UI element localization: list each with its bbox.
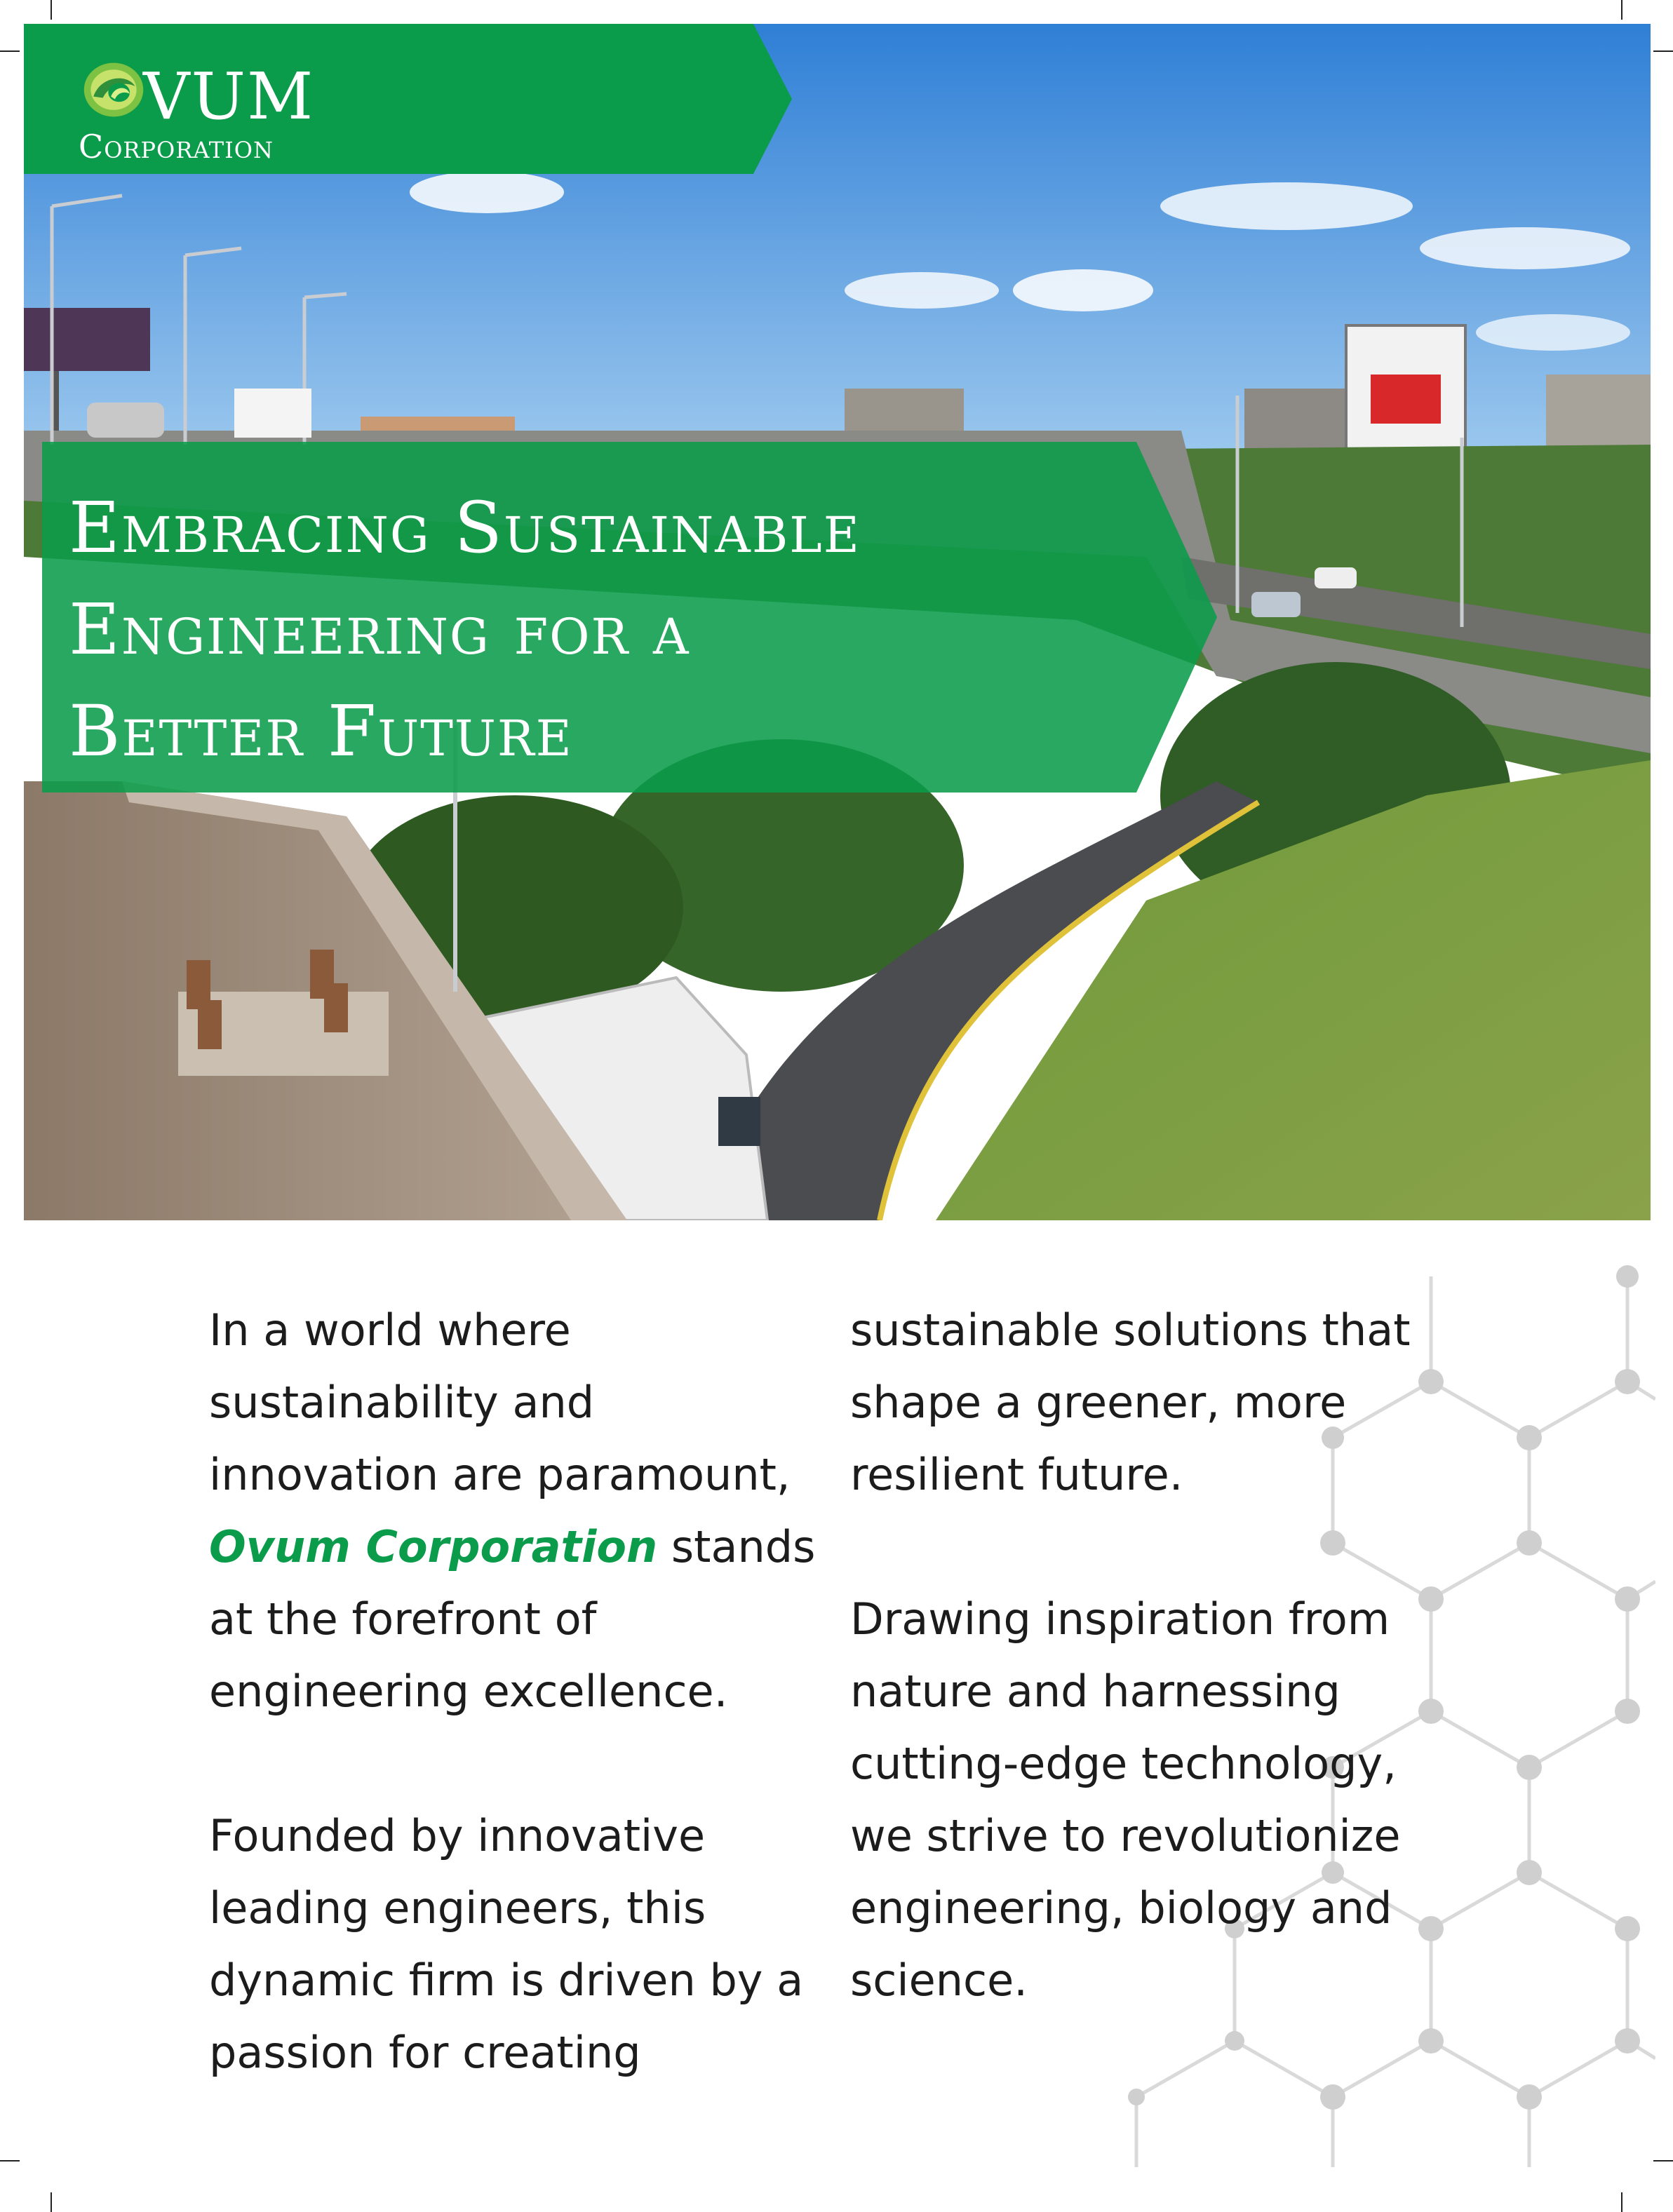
text-line: resilient future. (850, 1449, 1183, 1500)
crop-mark-bottom-left-v (51, 2192, 52, 2212)
text-line: Founded by innovative (209, 1810, 706, 1861)
brand-banner (24, 24, 792, 174)
crop-mark-top-left-h (0, 50, 20, 52)
body-column-left (209, 1294, 840, 2089)
text-line: In a world where (209, 1304, 571, 1356)
text-line: passion for creating (209, 2027, 641, 2078)
crop-mark-bottom-right-h (1653, 2160, 1673, 2162)
text-line: engineering, biology and (850, 1882, 1392, 1934)
title-line-3: Better Future (69, 690, 573, 772)
title-line-1: Embracing Sustainable (69, 487, 861, 569)
text-line: sustainability and (209, 1377, 595, 1428)
crop-mark-top-right-v (1621, 0, 1622, 20)
text-line: leading engineers, this (209, 1882, 706, 1934)
text-line: we strive to revolutionize (850, 1810, 1401, 1861)
text-line: dynamic firm is driven by a (209, 1955, 804, 2006)
text-line-with-brand (209, 1511, 840, 1583)
page-title (69, 477, 861, 782)
brand-name-highlight: Ovum Corporation (209, 1521, 658, 1572)
swirl-leaf-logo-icon (80, 56, 147, 123)
text-line: nature and harnessing (850, 1666, 1341, 1717)
title-line-2: Engineering for a (69, 588, 690, 670)
brand-name: VUM (143, 59, 315, 134)
text-line: cutting-edge technology, (850, 1738, 1397, 1789)
text-line: science. (850, 1955, 1028, 2006)
crop-mark-top-right-h (1653, 50, 1673, 52)
text-line: engineering excellence. (209, 1666, 728, 1717)
text-line: shape a greener, more (850, 1377, 1347, 1428)
paragraph-gap (850, 1511, 1481, 1583)
paragraph-gap (209, 1727, 840, 1800)
text-line: Drawing inspiration from (850, 1593, 1390, 1645)
crop-mark-top-left-v (51, 0, 52, 20)
body-column-right (850, 1294, 1481, 2016)
text-line: innovation are paramount, (209, 1449, 791, 1500)
brand-subtitle: Corporation (79, 128, 274, 166)
text-line: at the forefront of (209, 1593, 597, 1645)
crop-mark-bottom-left-h (0, 2160, 20, 2162)
text-line: sustainable solutions that (850, 1304, 1411, 1356)
crop-mark-bottom-right-v (1621, 2192, 1622, 2212)
headline-banner (42, 442, 1217, 793)
text-fragment: stands (657, 1521, 816, 1572)
